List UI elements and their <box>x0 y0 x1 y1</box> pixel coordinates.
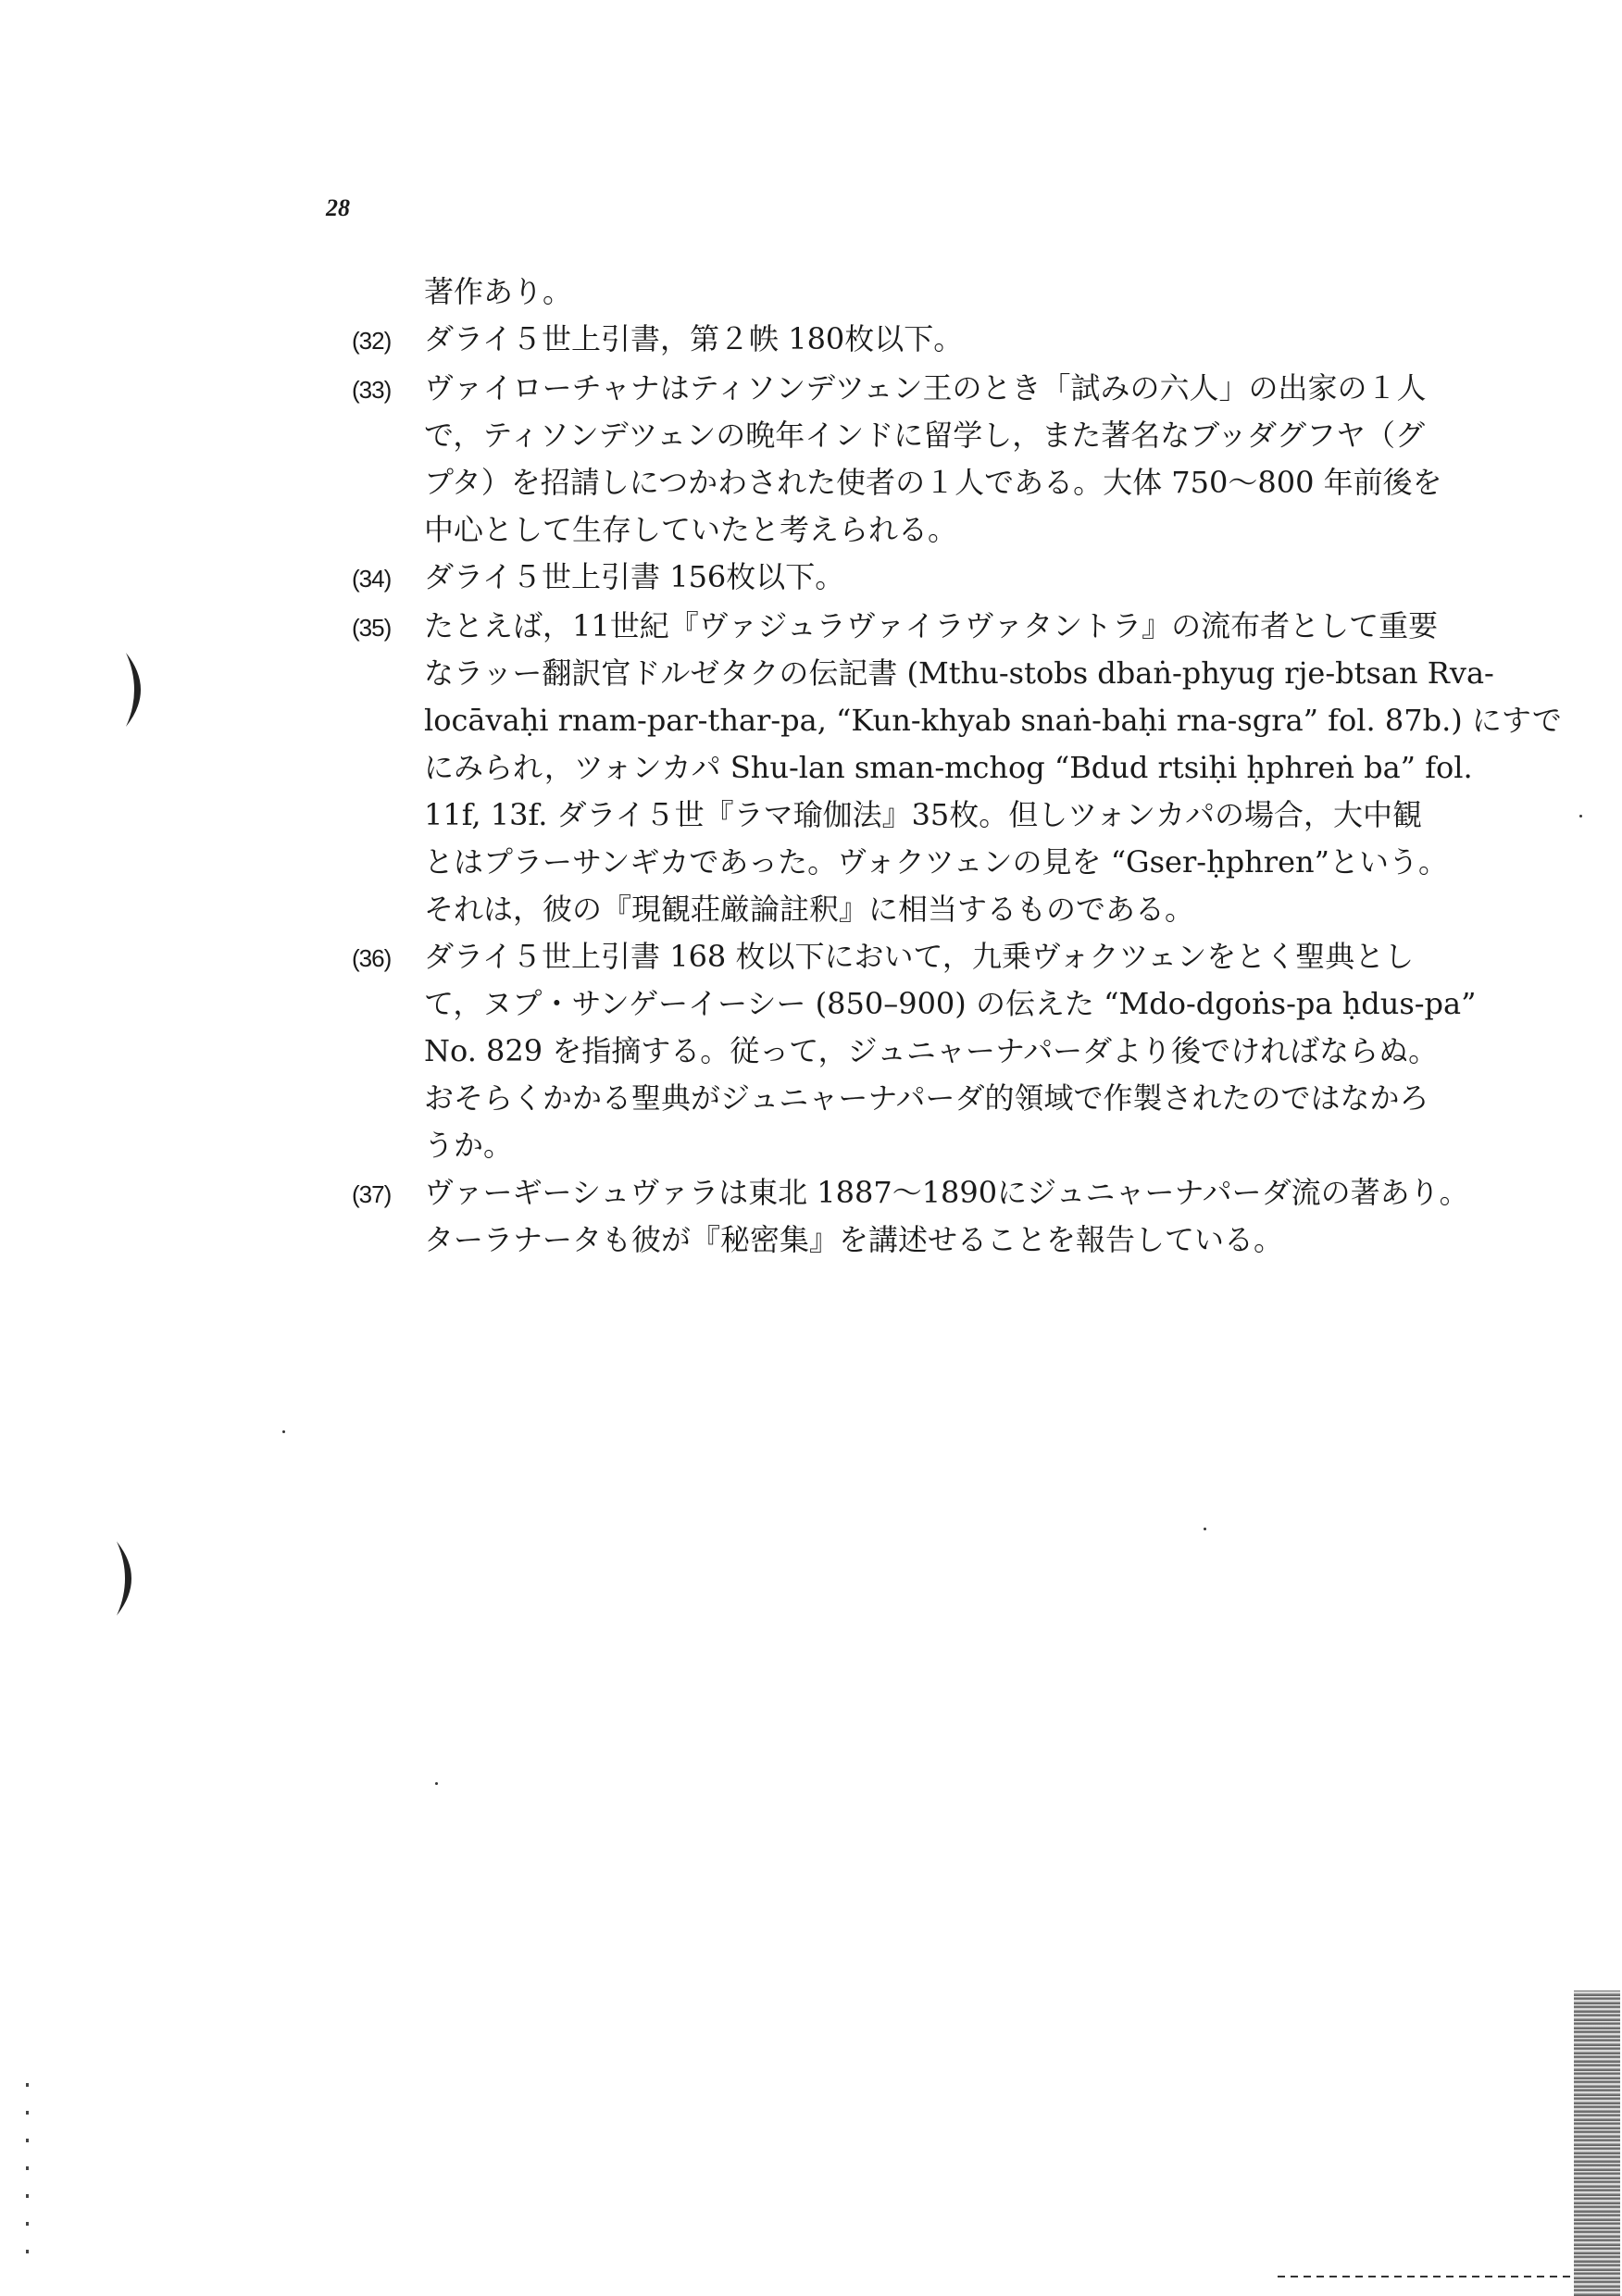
scan-noise-left <box>26 2083 29 2268</box>
footnote-line: プタ）を招請しにつかわされた使者の１人である。大体 750～800 年前後を <box>424 465 1442 500</box>
footnote-body <box>424 316 1444 365</box>
footnote-number: (36) <box>352 944 392 972</box>
footnote-line: ヴァイローチャナはティソンデツェン王のとき「試みの六人」の出家の１人 <box>424 370 1427 406</box>
scan-speck <box>1579 815 1582 817</box>
footnote-line: うか。 <box>424 1128 514 1163</box>
scan-speck <box>435 1782 438 1785</box>
footnote-line: にみられ，ツォンカパ Shu-lan sman-mchog “Bdud rtsiḥi ḥphreṅ ba” fol. <box>424 750 1473 785</box>
footnote-line: 11f, 13f. ダライ５世『ラマ瑜伽法』35枚。但しツォンカパの場合，大中観 <box>424 797 1423 832</box>
footnote-line: おそらくかかる聖典がジュニャーナパーダ的領域で作製されたのではなかろ <box>424 1080 1429 1116</box>
binding-hole-mark-bottom <box>109 1537 146 1620</box>
footnote-number: (32) <box>352 327 392 355</box>
footnote-number: (33) <box>352 376 392 404</box>
footnote-line: とはプラーサンギカであった。ヴォクツェンの見を “Gser-ḥphren”という。 <box>424 844 1448 880</box>
footnote-line: 中心として生存していたと考えられる。 <box>424 512 958 547</box>
footnote <box>352 603 1562 933</box>
scan-speck <box>1204 1528 1206 1530</box>
scan-edge-shadow <box>1574 1990 1620 2296</box>
footnote <box>352 365 1444 554</box>
scan-speck <box>282 1430 285 1433</box>
footnote-line: なラッー翻訳官ドルゼタクの伝記書 (Mthu-stobs dbaṅ-phyug rje-btsan Rva- <box>424 655 1494 691</box>
continuation-text: 著作あり。 <box>424 274 573 309</box>
footnote-line: ダライ５世上引書，第２帙 180枚以下。 <box>424 321 964 356</box>
footnote-line: それは，彼の『現観荘厳論註釈』に相当するものである。 <box>424 892 1195 927</box>
footnotes <box>352 268 1562 1264</box>
footnote-line: ダライ５世上引書 156枚以下。 <box>424 559 845 594</box>
footnote-body <box>424 554 1444 603</box>
footnote-line: No. 829 を指摘する。従って，ジュニャーナパーダより後でければならぬ。 <box>424 1033 1439 1068</box>
footnote-number: (34) <box>352 565 392 593</box>
footnote <box>352 1169 1469 1264</box>
note-list <box>352 316 1562 1264</box>
binding-hole-mark-top <box>119 648 156 731</box>
footnote <box>352 933 1477 1169</box>
scan-noise-bottom <box>1278 2276 1574 2277</box>
page-number: 28 <box>326 194 350 221</box>
footnote-line: たとえば，11世紀『ヴァジュラヴァイラヴァタントラ』の流布者として重要 <box>424 608 1439 643</box>
footnote-line: ダライ５世上引書 168 枚以下において，九乗ヴォクツェンをとく聖典とし <box>424 939 1415 974</box>
footnote-body <box>424 603 1562 933</box>
footnote-number: (37) <box>352 1180 392 1208</box>
footnote-body <box>424 933 1476 1169</box>
footnote-body <box>424 1169 1469 1264</box>
footnote-line: ヴァーギーシュヴァラは東北 1887～1890にジュニャーナパーダ流の著あり。 <box>424 1175 1469 1210</box>
footnote <box>352 316 1444 365</box>
footnote-line: ターラナータも彼が『秘密集』を講述せることを報告している。 <box>424 1222 1284 1257</box>
footnote-line: て，ヌプ・サンゲーイーシー (850–900) の伝えた “Mdo-dgoṅs-pa ḥdus-pa” <box>424 986 1477 1021</box>
footnote-line: で，ティソンデツェンの晩年インドに留学し，また著名なブッダグフヤ（グ <box>424 418 1425 453</box>
footnote-line: locāvaḥi rnam-par-thar-pa, “Kun-khyab snaṅ-baḥi rna-sgra” fol. 87b.) にすで <box>424 703 1562 738</box>
footnote-number: (35) <box>352 614 392 642</box>
footnote <box>352 554 1444 603</box>
footnote-body <box>424 365 1444 554</box>
